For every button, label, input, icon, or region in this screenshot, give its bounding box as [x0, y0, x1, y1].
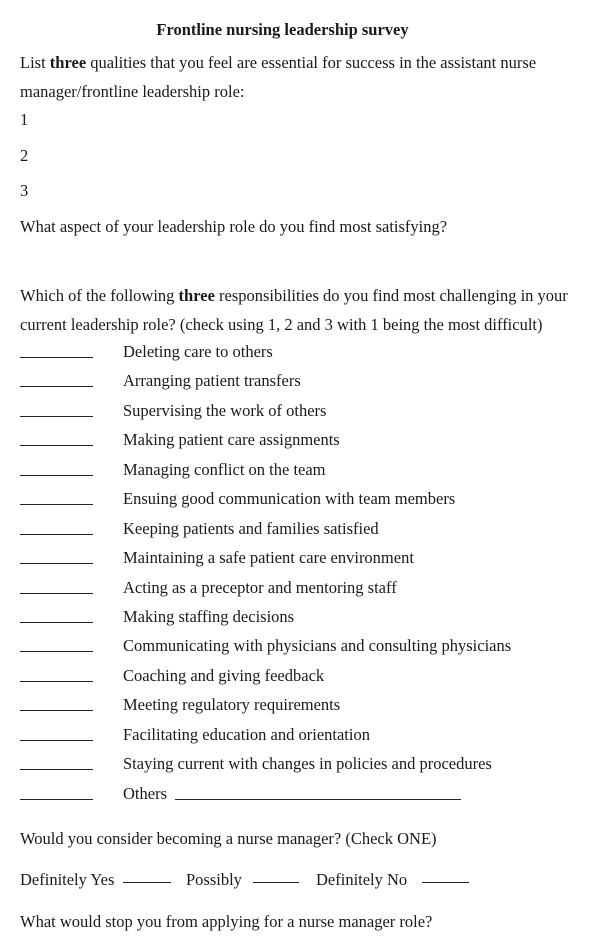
option-possibly-label: Possibly — [186, 870, 242, 889]
list-item — [0, 397, 600, 426]
rank-blank[interactable] — [20, 357, 93, 358]
list-item — [0, 367, 600, 396]
responsibility-list — [0, 338, 600, 809]
responsibility-label: Keeping patients and families satisfied — [123, 518, 379, 538]
rank-blank[interactable] — [20, 651, 93, 652]
rank-blank[interactable] — [20, 445, 93, 446]
question-challenging-text-post: responsibilities do you find most challenging in your current leadership role? (check using 1, 2 and 3 with 1 being the most difficult) — [20, 286, 568, 334]
responsibility-label: Making patient care assignments — [123, 430, 340, 450]
responsibility-label: Deleting care to others — [123, 342, 273, 361]
survey-title: Frontline nursing leadership survey — [156, 20, 409, 39]
option-definitely-yes-label: Definitely Yes — [20, 870, 115, 889]
option-definitely-no-label: Definitely No — [316, 870, 408, 889]
list-item — [0, 603, 600, 632]
question-challenging — [20, 281, 585, 339]
rank-blank[interactable] — [20, 740, 93, 741]
rank-blank[interactable] — [20, 386, 93, 387]
responsibility-label: Making staffing decisions — [123, 606, 295, 626]
responsibility-label: Meeting regulatory requirements — [123, 695, 341, 715]
list-item — [0, 721, 600, 750]
rank-blank[interactable] — [20, 769, 93, 770]
list-item — [0, 338, 600, 367]
responsibility-label: Facilitating education and orientation — [123, 724, 370, 744]
question-become-manager: Would you consider becoming a nurse manager? (Check ONE) — [20, 829, 437, 848]
option-definitely-no-blank[interactable] — [422, 882, 469, 883]
question-qualities-text-post: qualities that you feel are essential for success in the assistant nurse manager/frontline leadership role: — [20, 53, 537, 101]
question-challenging-text-pre: Which of the following — [20, 286, 179, 305]
list-item — [0, 485, 600, 514]
rank-blank[interactable] — [20, 681, 93, 682]
option-definitely-yes-blank[interactable] — [123, 882, 171, 883]
responsibility-label: Coaching and giving feedback — [123, 665, 325, 685]
answer-options — [20, 870, 580, 892]
others-write-in-line[interactable] — [175, 799, 461, 800]
list-item — [0, 515, 600, 544]
answer-number-3: 3 — [20, 181, 29, 200]
list-item — [0, 544, 600, 573]
question-satisfying: What aspect of your leadership role do you find most satisfying? — [20, 217, 448, 236]
rank-blank[interactable] — [20, 710, 93, 711]
question-qualities-text-pre: List — [20, 53, 50, 72]
list-item — [0, 691, 600, 720]
rank-blank[interactable] — [20, 799, 93, 800]
question-barriers: What would stop you from applying for a nurse manager role? — [20, 912, 433, 931]
responsibility-label: Communicating with physicians and consulting physicians — [123, 636, 512, 656]
question-qualities-emphasis: three — [49, 53, 87, 72]
responsibility-label: Supervising the work of others — [123, 400, 327, 420]
rank-blank[interactable] — [20, 534, 93, 535]
list-item — [0, 426, 600, 455]
list-item — [0, 750, 600, 779]
answer-number-2: 2 — [20, 146, 29, 165]
option-possibly-blank[interactable] — [253, 882, 299, 883]
responsibility-label: Maintaining a safe patient care environment — [123, 548, 414, 568]
answer-number-1: 1 — [20, 110, 29, 129]
list-item — [0, 632, 600, 661]
rank-blank[interactable] — [20, 504, 93, 505]
rank-blank[interactable] — [20, 416, 93, 417]
responsibility-label-others: Others — [123, 783, 167, 803]
responsibility-label: Ensuing good communication with team members — [123, 489, 456, 509]
list-item-others — [0, 780, 600, 809]
rank-blank[interactable] — [20, 475, 93, 476]
responsibility-label: Staying current with changes in policies and procedures — [123, 754, 492, 774]
rank-blank[interactable] — [20, 563, 93, 564]
question-challenging-emphasis: three — [178, 286, 215, 305]
rank-blank[interactable] — [20, 622, 93, 623]
question-qualities — [20, 48, 585, 106]
responsibility-label: Managing conflict on the team — [123, 459, 326, 479]
rank-blank[interactable] — [20, 593, 93, 594]
responsibility-label: Acting as a preceptor and mentoring staff — [123, 577, 397, 597]
responsibility-label: Arranging patient transfers — [123, 371, 301, 391]
list-item — [0, 662, 600, 691]
list-item — [0, 456, 600, 485]
list-item — [0, 574, 600, 603]
